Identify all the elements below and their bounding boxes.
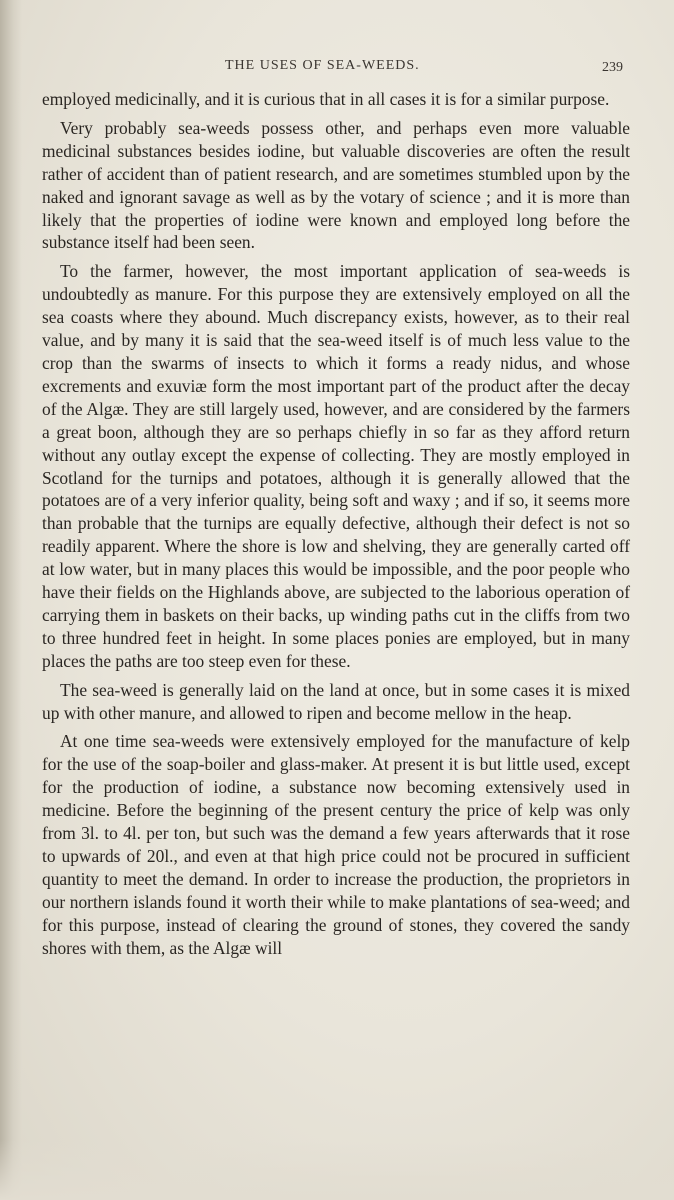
paragraph-medicinal-substances: Very probably sea-weeds possess other, and perhaps even more valuable medicinal substances besides iodine, but valuable discoveries are often the result rather of accident than of patient research, and are sometimes stumbled upon by the naked and ignorant savage as well as by the votary of science ; and it is more than likely that the properties of iodine were known and employed long before the substance itself had been seen.	[42, 117, 630, 253]
gutter-shadow	[0, 0, 22, 1200]
page-bottom-shadow	[0, 1140, 674, 1200]
paragraph-kelp: At one time sea-weeds were extensively employed for the manufacture of kelp for the use of the soap-boiler and glass-maker. At present it is but little used, except for the production of iodine, a substance now becoming extensively used in medicine. Before the beginning of the present century the price of kelp was only from 3l. to 4l. per ton, but such was the demand a few years afterwards that it rose to upwards of 20l., and even at that high price could not be procured in sufficient quantity to meet the demand. In order to increase the production, the proprietors in our northern islands found it worth their while to make plantations of sea-weed; and for this purpose, instead of clearing the ground of stones, they covered the sandy shores with them, as the Algæ will	[42, 731, 630, 958]
paragraph-heap: The sea-weed is generally laid on the land at once, but in some cases it is mixed up with other manure, and allowed to ripen and become mellow in the heap.	[42, 679, 630, 723]
page-number: 239	[602, 60, 623, 75]
paragraph-continued: employed medicinally, and it is curious that in all cases it is for a similar purpose.	[42, 89, 610, 109]
paragraph-manure: To the farmer, however, the most important application of sea-weeds is undoubtedly as manure. For this purpose they are extensively employed on all the sea coasts where they abound. Much discrepancy exists, however, as to their real value, and by many it is said that the sea-weed itself is of much less value to the crop than the swarms of insects to which it forms a ready nidus, and whose excrements and exuviæ form the most important part of the product after the decay of the Algæ. They are still largely used, however, and are considered by the farmers a great boon, although they are so perhaps chiefly in so far as they afford return without any outlay except the expense of collecting. They are mostly employed in Scotland for the turnips and potatoes, although it is generally allowed that the potatoes are of a very inferior quality, being soft and waxy ; and if so, it seems more than probable that the turnips are equally defective, although their defect is not so readily apparent. Where the shore is low and shelving, they are generally carted off at low water, but in many places this would be impossible, and the poor people who have their fields on the Highlands above, are subjected to the laborious operation of carrying them in baskets on their backs, up winding paths cut in the cliffs from two to three hundred feet in height. In some places ponies are employed, but in many places the paths are too steep even for these.	[42, 261, 630, 671]
body-text	[42, 88, 630, 966]
running-head: THE USES OF SEA-WEEDS.	[225, 58, 420, 73]
